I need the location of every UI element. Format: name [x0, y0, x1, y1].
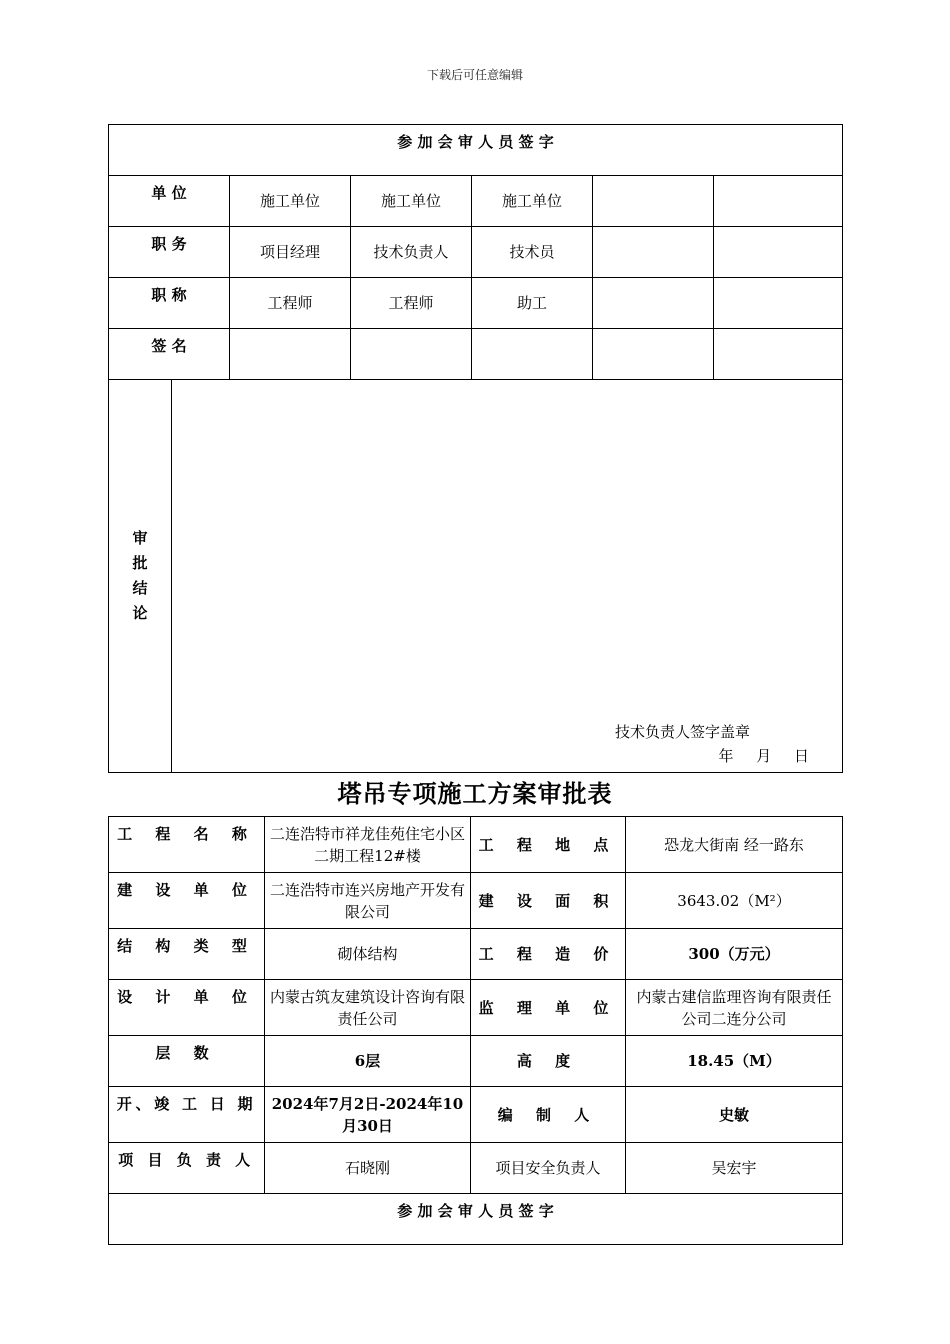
designer-value: 内蒙古筑友建筑设计咨询有限责任公司	[265, 980, 471, 1036]
title-cell	[593, 278, 714, 329]
manager-value: 石晓刚	[265, 1143, 471, 1194]
unit-cell: 施工单位	[230, 176, 351, 227]
area-label: 建 设 面 积	[471, 873, 626, 929]
area-value: 3643.02（M²）	[626, 873, 843, 929]
project-name-label: 工 程 名 称	[109, 817, 265, 873]
project-name-value: 二连浩特市祥龙佳苑住宅小区二期工程12#楼	[265, 817, 471, 873]
designer-label: 设 计 单 位	[109, 980, 265, 1036]
sign-cell	[230, 329, 351, 380]
approval-row	[109, 929, 843, 980]
title-cell: 助工	[472, 278, 593, 329]
sign-cell	[714, 329, 843, 380]
supervisor-label: 监 理 单 位	[471, 980, 626, 1036]
document-title: 塔吊专项施工方案审批表	[337, 779, 613, 808]
project-location-label: 工 程 地 点	[471, 817, 626, 873]
tech-lead-signature-line: 技术负责人签字盖章	[614, 723, 750, 741]
compiler-label: 编 制 人	[471, 1087, 626, 1143]
floors-value: 6层	[265, 1036, 471, 1087]
builder-value: 二连浩特市连兴房地产开发有限公司	[265, 873, 471, 929]
unit-cell: 施工单位	[472, 176, 593, 227]
safety-lead-value: 吴宏宇	[626, 1143, 843, 1194]
conclusion-row	[109, 380, 843, 773]
sign-label: 签 名	[109, 329, 230, 380]
approval-footer-row	[109, 1194, 843, 1245]
structure-value: 砌体结构	[265, 929, 471, 980]
approval-row	[109, 873, 843, 929]
manager-label: 项 目 负 责 人	[109, 1143, 265, 1194]
sign-row	[109, 329, 843, 380]
approval-row	[109, 817, 843, 873]
floors-label: 层 数	[109, 1036, 265, 1087]
title-row	[109, 278, 843, 329]
project-location-value: 恐龙大街南 经一路东	[626, 817, 843, 873]
height-value: 18.45（M）	[626, 1036, 843, 1087]
conclusion-date-line: 年 月 日	[718, 747, 818, 765]
duty-cell: 项目经理	[230, 227, 351, 278]
approval-row	[109, 1143, 843, 1194]
duty-cell: 技术负责人	[351, 227, 472, 278]
unit-label: 单 位	[109, 176, 230, 227]
duty-cell: 技术员	[472, 227, 593, 278]
review-signature-table	[108, 124, 843, 773]
review-heading: 参 加 会 审 人 员 签 字	[109, 125, 843, 176]
duty-cell	[593, 227, 714, 278]
cost-label: 工 程 造 价	[471, 929, 626, 980]
dates-value: 2024年7月2日-2024年10月30日	[265, 1087, 471, 1143]
unit-cell	[714, 176, 843, 227]
approval-row	[109, 980, 843, 1036]
sign-cell	[351, 329, 472, 380]
title-label: 职 称	[109, 278, 230, 329]
supervisor-value: 内蒙古建信监理咨询有限责任公司二连分公司	[626, 980, 843, 1036]
structure-label: 结 构 类 型	[109, 929, 265, 980]
compiler-value: 史敏	[626, 1087, 843, 1143]
title-cell	[714, 278, 843, 329]
sign-cell	[472, 329, 593, 380]
header-note: 下载后可任意编辑	[426, 68, 523, 82]
builder-label: 建 设 单 位	[109, 873, 265, 929]
duty-cell	[714, 227, 843, 278]
approval-row	[109, 1087, 843, 1143]
approval-footer-heading: 参 加 会 审 人 员 签 字	[109, 1194, 843, 1245]
approval-row	[109, 1036, 843, 1087]
unit-cell: 施工单位	[351, 176, 472, 227]
height-label: 高 度	[471, 1036, 626, 1087]
duty-row	[109, 227, 843, 278]
unit-cell	[593, 176, 714, 227]
approval-table	[108, 816, 843, 1245]
cost-value: 300（万元）	[626, 929, 843, 980]
unit-row	[109, 176, 843, 227]
dates-label: 开、竣 工 日 期	[109, 1087, 265, 1143]
title-cell: 工程师	[230, 278, 351, 329]
safety-lead-label: 项目安全负责人	[471, 1143, 626, 1194]
sign-cell	[593, 329, 714, 380]
duty-label: 职 务	[109, 227, 230, 278]
conclusion-label: 审批结论	[132, 529, 148, 622]
title-cell: 工程师	[351, 278, 472, 329]
